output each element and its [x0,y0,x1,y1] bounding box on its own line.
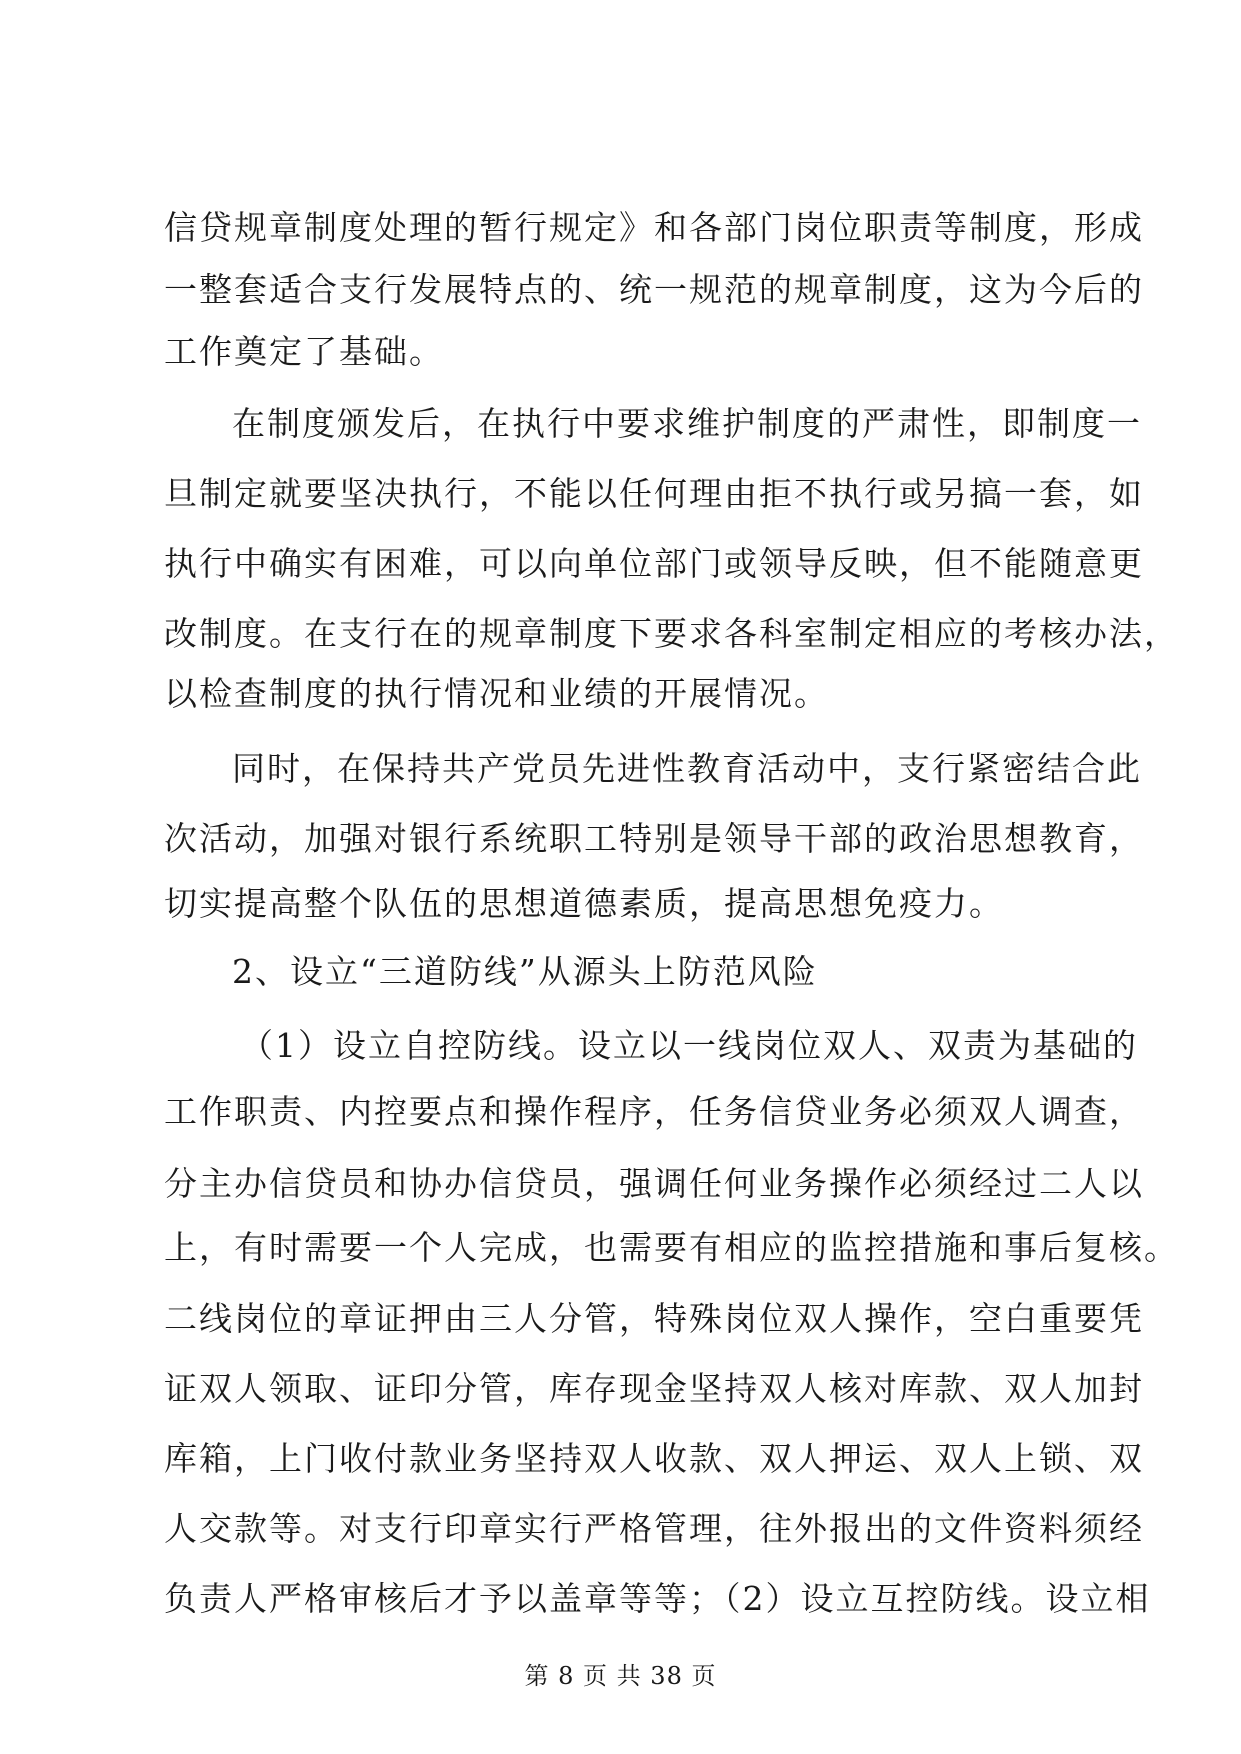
text-line: 人交款等。对支行印章实行严格管理，往外报出的文件资料须经 [164,1509,1144,1548]
text-line: 二线岗位的章证押由三人分管，特殊岗位双人操作，空白重要凭 [164,1299,1144,1338]
text-line: 信贷规章制度处理的暂行规定》和各部门岗位职责等制度，形成 [164,208,1144,247]
text-line: 库箱，上门收付款业务坚持双人收款、双人押运、双人上锁、双 [164,1439,1144,1478]
text-line: 以检查制度的执行情况和业绩的开展情况。 [164,674,829,713]
text-line: 同时，在保持共产党员先进性教育活动中，支行紧密结合此 [232,749,1142,788]
text-line: 执行中确实有困难，可以向单位部门或领导反映，但不能随意更 [164,544,1144,583]
text-line: 切实提高整个队伍的思想道德素质，提高思想免疫力。 [164,884,1004,923]
text-line: 工作奠定了基础。 [164,332,444,371]
page-number-footer: 第 8 页 共 38 页 [524,1662,717,1690]
text-line: 工作职责、内控要点和操作程序，任务信贷业务必须双人调查， [164,1092,1144,1131]
text-line: 分主办信贷员和协办信贷员，强调任何业务操作必须经过二人以 [164,1164,1144,1203]
text-line: 证双人领取、证印分管，库存现金坚持双人核对库款、双人加封 [164,1369,1144,1408]
text-line: 次活动，加强对银行系统职工特别是领导干部的政治思想教育， [164,819,1144,858]
text-line: 在制度颁发后，在执行中要求维护制度的严肃性，即制度一 [232,404,1142,443]
text-line: 改制度。在支行在的规章制度下要求各科室制定相应的考核办法， [164,614,1179,653]
section-heading: 2、设立“三道防线”从源头上防范风险 [232,952,818,991]
text-line: 上，有时需要一个人完成，也需要有相应的监控措施和事后复核。 [164,1228,1179,1267]
text-line: （1）设立自控防线。设立以一线岗位双人、双责为基础的 [240,1026,1138,1065]
text-line: 一整套适合支行发展特点的、统一规范的规章制度，这为今后的 [164,270,1144,309]
text-line: 旦制定就要坚决执行，不能以任何理由拒不执行或另搞一套，如 [164,474,1144,513]
text-line: 负责人严格审核后才予以盖章等等；（2）设立互控防线。设立相 [164,1579,1151,1618]
